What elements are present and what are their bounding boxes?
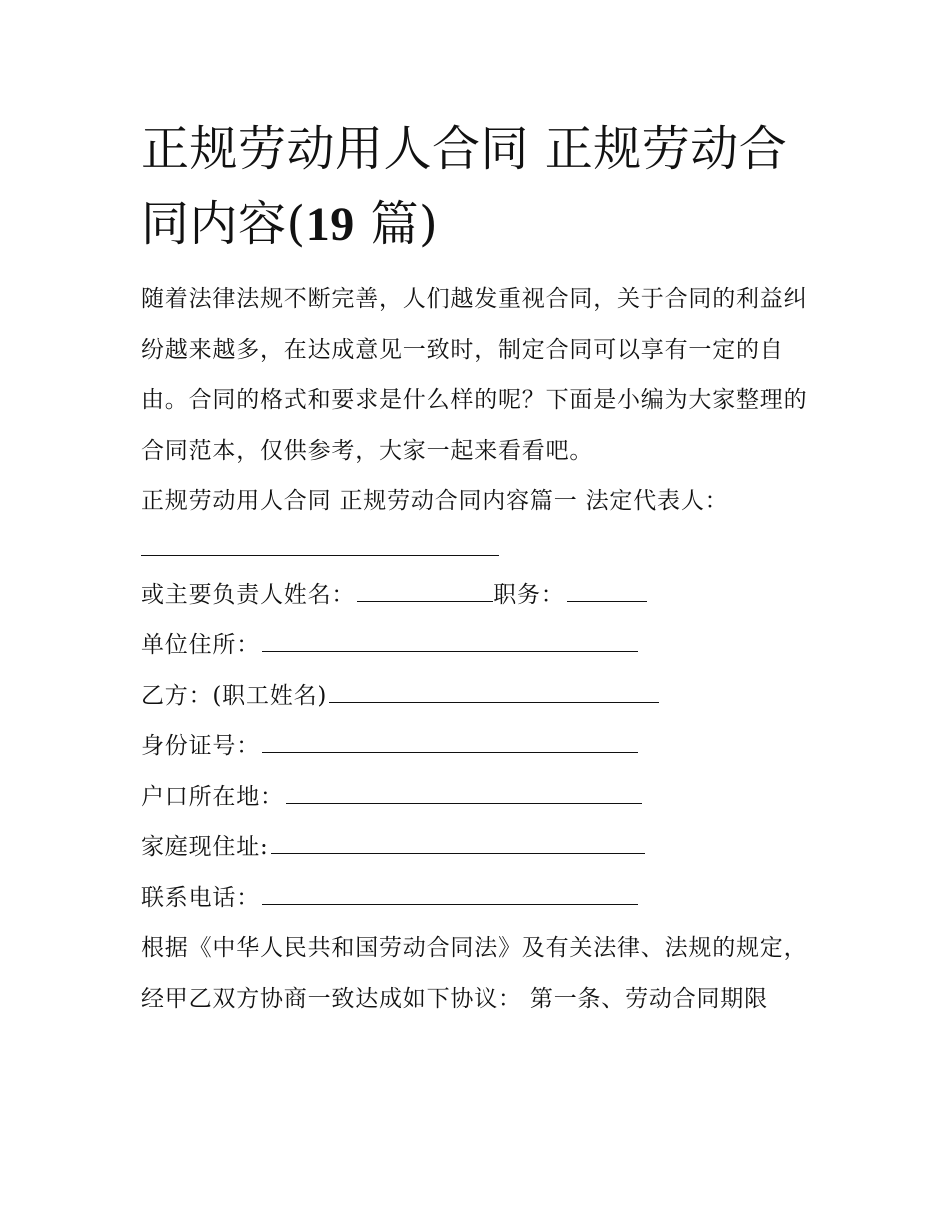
party-b-label: 乙方：(职工姓名) — [141, 682, 328, 709]
title-text-part2: 篇) — [354, 196, 439, 252]
home-address-label: 家庭现住址: — [141, 834, 269, 860]
legal-rep-blank[interactable] — [141, 527, 499, 556]
title-count: 19 — [305, 198, 355, 251]
home-address-field — [141, 822, 821, 873]
hukou-label: 户口所在地： — [141, 783, 284, 810]
address-blank[interactable] — [262, 629, 638, 652]
closing-paragraph: 根据《中华人民共和国劳动合同法》及有关法律、法规的规定，经甲乙双方协商一致达成如下协议： 第一条、劳动合同期限 — [141, 935, 808, 1012]
phone-field — [141, 873, 821, 924]
id-field — [141, 721, 821, 772]
phone-blank[interactable] — [262, 882, 638, 905]
document-body — [141, 112, 821, 1024]
principal-field — [141, 570, 821, 621]
document-title — [141, 112, 821, 262]
id-label: 身份证号： — [141, 733, 260, 759]
section-heading: 正规劳动用人合同 正规劳动合同内容篇一 法定代表人： — [141, 488, 729, 514]
hukou-field — [141, 772, 821, 823]
principal-blank[interactable] — [357, 579, 493, 602]
home-address-blank[interactable] — [271, 831, 645, 854]
principal-label: 或主要负责人姓名： — [141, 581, 356, 608]
address-field — [141, 620, 821, 671]
phone-label: 联系电话： — [141, 884, 260, 911]
id-blank[interactable] — [262, 730, 638, 753]
title-text-part1: 正规劳动用人合同 正规劳动合同内容( — [141, 121, 788, 252]
intro-paragraph: 随着法律法规不断完善，人们越发重视合同，关于合同的利益纠纷越来越多，在达成意见一致时，制定合同可以享有一定的自由。合同的格式和要求是什么样的呢？下面是小编为大家整理的合同范本，仅供参考，大家一起来看看吧。 — [141, 286, 808, 464]
party-b-field — [141, 671, 821, 722]
party-b-blank[interactable] — [329, 680, 659, 703]
address-label: 单位住所： — [141, 632, 260, 658]
position-blank[interactable] — [567, 579, 647, 602]
position-label: 职务： — [493, 581, 565, 608]
hukou-blank[interactable] — [286, 781, 642, 804]
